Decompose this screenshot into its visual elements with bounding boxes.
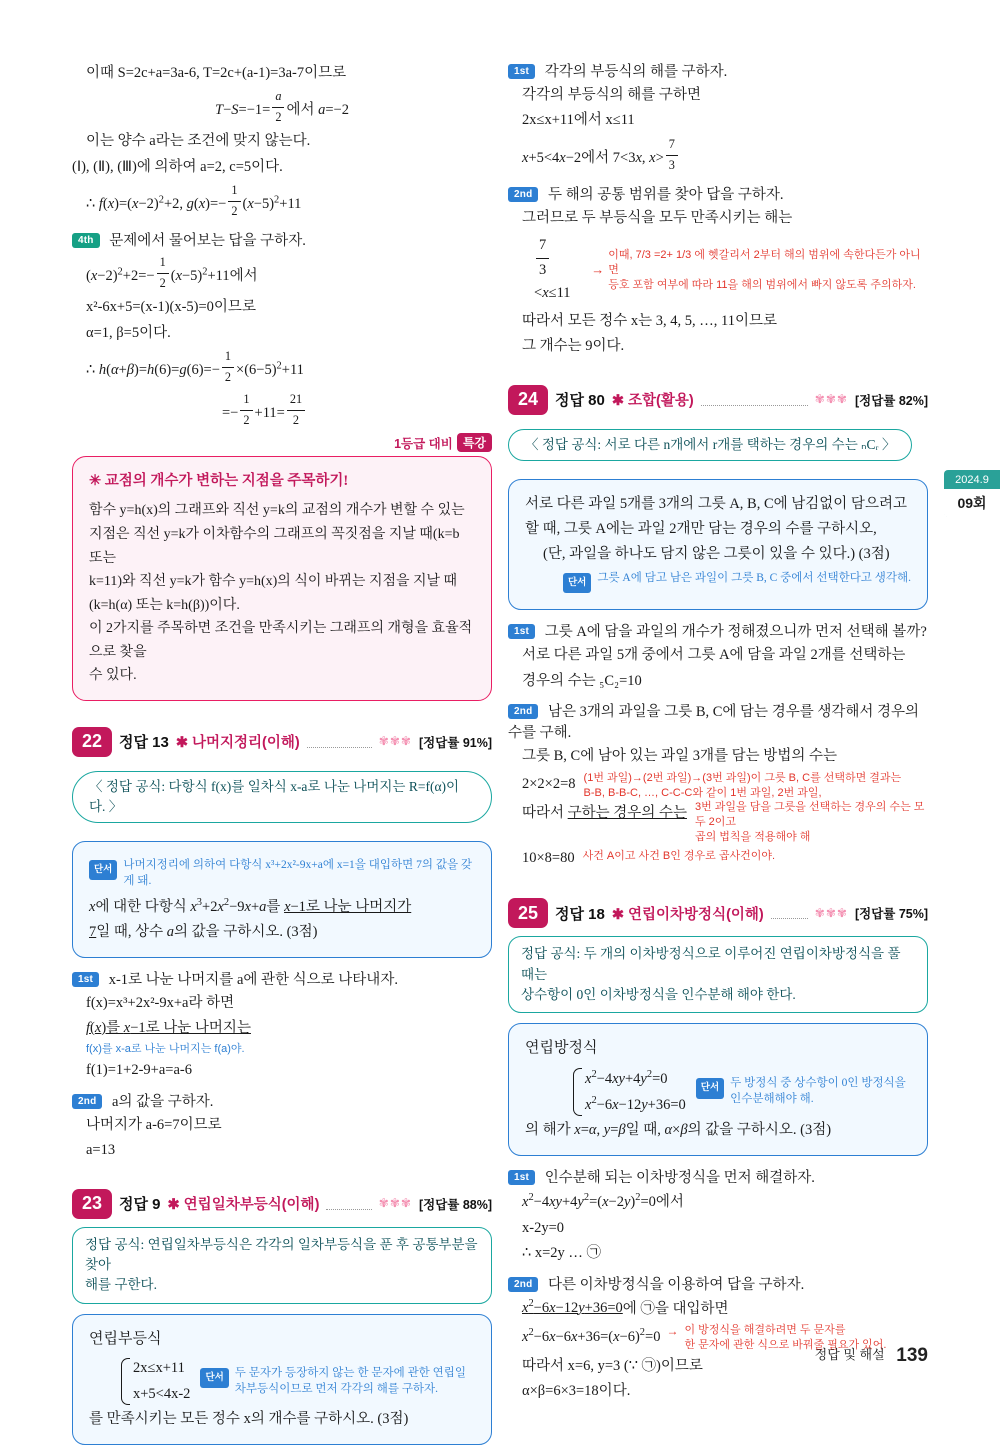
hint-tag: 단서 bbox=[563, 573, 591, 593]
special-lecture-box bbox=[72, 456, 492, 700]
solution-line: 경우의 수는 ₅C₂=10 bbox=[522, 672, 642, 689]
question-number: 25 bbox=[508, 898, 548, 928]
hint-tag: 단서 bbox=[89, 860, 117, 880]
solution-line: 그 개수는 9이다. bbox=[522, 338, 625, 355]
solution-line: f(x)를 x−1로 나눈 나머지는 bbox=[86, 1020, 251, 1036]
difficulty-stars: ✾✾✾ bbox=[814, 392, 848, 407]
solution-line: α=1, β=5이다. bbox=[86, 324, 171, 341]
annotation-24b bbox=[695, 800, 928, 845]
step-2nd-24 bbox=[508, 700, 928, 742]
solution-line: (Ⅰ), (Ⅱ), (Ⅲ)에 의하여 a=2, c=5이다. bbox=[72, 158, 283, 175]
solution-line: T−S=−1= $\frac{a}{2}$ 에서 a=−2 bbox=[72, 87, 492, 128]
dot-leader bbox=[307, 736, 372, 748]
hint-text: 그릇 A에 담고 남은 과일이 그릇 B, C 중에서 선택한다고 생각해. bbox=[597, 571, 911, 584]
correct-rate: [정답률 91%] bbox=[418, 735, 492, 750]
special-body: k=11)와 직선 y=k가 함수 y=h(x)의 식이 바뀌는 지점을 지날 때 bbox=[89, 574, 458, 590]
solution-line: 나머지가 a-6=7이므로 bbox=[86, 1116, 222, 1133]
equation-system bbox=[571, 1066, 686, 1118]
hint-25 bbox=[696, 1076, 911, 1108]
inequality-1: 2x≤x+11 bbox=[133, 1360, 185, 1377]
question-answer: 정답 13 bbox=[119, 734, 169, 752]
step-2nd-23 bbox=[508, 183, 928, 204]
solution-line: α×β=6×3=18이다. bbox=[522, 1383, 631, 1400]
inline-note: f(x)를 x-a로 나눈 나머지는 f(a)야. bbox=[86, 1043, 245, 1056]
hint-tag: 단서 bbox=[200, 1368, 228, 1388]
step-badge: 1st bbox=[508, 64, 535, 79]
solution-line: $(x-2)^2+2=-$ $\frac{1}{2}$ $(x-5)^2+11$에서 bbox=[86, 253, 492, 294]
step-badge: 1st bbox=[508, 1170, 535, 1185]
solution-line: ∴ h(α+β)=h(6)=g(6)=− $\frac{1}{2}$ $\times(6-5)^2+11$ bbox=[86, 347, 492, 388]
question-number: 24 bbox=[508, 385, 548, 415]
inequality-2: x+5<4x-2 bbox=[133, 1385, 191, 1402]
hint-text: 두 방정식 중 상수항이 0인 방정식을 인수분해해야 해. bbox=[730, 1077, 906, 1106]
hint-23 bbox=[200, 1366, 475, 1398]
annotation-line: 한 문자에 관한 식으로 바꿔줄 필요가 있어. bbox=[684, 1338, 887, 1351]
problem-box-24 bbox=[508, 479, 928, 610]
step-badge: 2nd bbox=[508, 187, 538, 202]
problem-title: 연립부등식 bbox=[89, 1330, 162, 1347]
step-text: 각각의 부등식의 해를 구하자. bbox=[544, 64, 728, 80]
solution-line: 그릇 B, C에 남아 있는 과일 3개를 담는 방법의 수는 bbox=[522, 748, 837, 765]
annotation-line: 사건 A이고 사건 B인 경우로 곱사건이야. bbox=[582, 849, 776, 862]
step-text: 두 해의 공통 범위를 찾아 답을 구하자. bbox=[548, 186, 784, 203]
solution-line: 따라서 모든 정수 x는 3, 4, 5, …, 11이므로 bbox=[522, 312, 778, 329]
step-text: x-1로 나눈 나머지를 a에 관한 식으로 나타내자. bbox=[108, 971, 398, 988]
formula-line: 정답 공식: 연립일차부등식은 각각의 일차부등식을 푼 후 공통부분을 찾아 bbox=[85, 1236, 478, 1273]
question-header-24 bbox=[508, 385, 928, 415]
hint-22 bbox=[89, 858, 475, 890]
special-body: 이 2가지를 주목하면 조건을 만족시키는 그래프의 개형을 효율적으로 찾을 bbox=[89, 621, 473, 660]
solution-line: f(1)=1+2-9+a=a-6 bbox=[86, 1062, 192, 1079]
problem-box-22 bbox=[72, 841, 492, 957]
page-number: 139 bbox=[896, 1345, 928, 1366]
top-solution bbox=[72, 62, 492, 431]
step-text: 그릇 A에 담을 과일의 개수가 정해졌으니까 먼저 선택해 볼까? bbox=[544, 624, 927, 641]
question-number: 22 bbox=[72, 727, 112, 757]
solution-line: 그러므로 두 부등식을 모두 만족시키는 해는 bbox=[522, 209, 793, 226]
hint-text: 두 문자가 등장하지 않는 한 문자에 관한 연립일차부등식이므로 먼저 각각의 해를 구하자. bbox=[234, 1366, 466, 1395]
formula-line: 정답 공식: 두 개의 이차방정식으로 이루어진 연립이차방정식을 풀 때는 bbox=[521, 946, 901, 982]
formula-note-25 bbox=[508, 936, 928, 1013]
step-1st-24 bbox=[508, 620, 928, 641]
step-text: 다른 이차방정식을 이용하여 답을 구하자. bbox=[548, 1276, 805, 1293]
formula-note-24: 〈 정답 공식: 서로 다른 n개에서 r개를 택하는 경우의 수는 ₙCᵣ 〉 bbox=[508, 429, 912, 461]
solution-line: a=13 bbox=[86, 1142, 116, 1159]
annotation-24 bbox=[584, 771, 902, 801]
solution-line: 2×2×2=8 bbox=[522, 775, 576, 792]
annotation-line: B-B, B-B-C, …, C-C-C와 같이 1번 과일, 2번 과일, bbox=[583, 786, 822, 799]
formula-line: 상수항이 0인 이차방정식을 인수분해 해야 한다. bbox=[521, 986, 796, 1002]
solution-line: $x^2-6x-6x+36=(x-6)^2=0$ bbox=[522, 1326, 661, 1345]
question-header-23 bbox=[72, 1189, 492, 1219]
problem-title: 연립방정식 bbox=[525, 1040, 598, 1057]
problem-line: 7일 때, 상수 a의 값을 구하시오. (3점) bbox=[89, 923, 318, 940]
step-badge: 1st bbox=[508, 624, 535, 639]
solution-line: $x^2-4xy+4y^2=(x-2y)^2=0$에서 bbox=[522, 1192, 684, 1211]
correct-rate: [정답률 75%] bbox=[854, 907, 928, 922]
special-title: ✳ 교점의 개수가 변하는 지점을 주목하기! bbox=[89, 473, 349, 490]
step-badge: 2nd bbox=[508, 704, 538, 719]
annotation-23 bbox=[608, 248, 928, 293]
problem-line: 할 때, 그릇 A에는 과일 2개만 담는 경우의 수를 구하시오, bbox=[525, 521, 877, 537]
hint-24 bbox=[525, 571, 911, 593]
dot-leader bbox=[771, 907, 808, 919]
special-tag-label: 1등급 대비 bbox=[394, 436, 453, 451]
question-category: ✱ 연립이차방정식(이해) bbox=[611, 906, 764, 923]
equation-system bbox=[119, 1356, 190, 1407]
step-4th bbox=[72, 229, 492, 250]
hint-tag: 단서 bbox=[696, 1078, 724, 1098]
solution-line: 이때 S=2c+a=3a-6, T=2c+(a-1)=3a-7이므로 bbox=[86, 65, 347, 81]
solution-line: x-2y=0 bbox=[522, 1219, 565, 1236]
question-answer: 정답 9 bbox=[119, 1196, 161, 1214]
equation-1: $x^2-4xy+4y^2=0$ bbox=[585, 1068, 668, 1087]
step-2nd-22 bbox=[72, 1090, 492, 1111]
dot-leader bbox=[701, 394, 808, 406]
correct-rate: [정답률 88%] bbox=[418, 1197, 492, 1212]
hint-text: 나머지정리에 의하여 다항식 x³+2x²-9x+a에 x=1을 대입하면 7의 값을 갖게 돼. bbox=[123, 859, 473, 887]
special-body: 함수 y=h(x)의 그래프와 직선 y=k의 교점의 개수가 변할 수 있는 bbox=[89, 503, 465, 519]
problem-box-23 bbox=[72, 1314, 492, 1445]
question-answer: 정답 18 bbox=[555, 905, 605, 923]
annotation-line: 3번 과일을 담을 그릇을 선택하는 경우의 수는 모두 2이고 bbox=[694, 801, 925, 829]
problem-line: 를 만족시키는 모든 정수 x의 개수를 구하시오. (3점) bbox=[89, 1411, 409, 1428]
step-2nd-25 bbox=[508, 1273, 928, 1294]
formula-line: 해를 구한다. bbox=[85, 1277, 157, 1293]
step-1st-23 bbox=[508, 60, 928, 81]
question-number: 23 bbox=[72, 1189, 112, 1219]
correct-rate: [정답률 82%] bbox=[854, 393, 928, 408]
problem-line: 서로 다른 과일 5개를 3개의 그릇 A, B, C에 남김없이 담으려고 bbox=[525, 496, 907, 513]
problem-line: (단, 과일을 하나도 담지 않은 그릇이 있을 수 있다.) (3점) bbox=[543, 545, 890, 562]
step-1st-22 bbox=[72, 968, 492, 989]
solution-line: 따라서 x=6, y=3 (∵ ㉠)이므로 bbox=[522, 1357, 703, 1374]
solution-line: x²-6x+5=(x-1)(x-5)=0이므로 bbox=[86, 299, 256, 316]
tab-date: 2024.9 bbox=[955, 474, 989, 486]
step-badge: 1st bbox=[72, 972, 99, 987]
special-tag bbox=[72, 433, 492, 452]
solution-line: ∴ $f(x)=(x-2)^2+2$, g(x)=− $\frac{1}{2}$ $(x-5)^2+11$ bbox=[86, 181, 492, 222]
solution-line: $\frac{7}{3}$ <x≤11 bbox=[534, 237, 571, 302]
problem-line: x에 대한 다항식 $x^3+2x^2-9x+a$를 x−1로 나눈 나머지가 bbox=[89, 896, 412, 915]
solution-line: f(x)=x³+2x²-9x+a라 하면 bbox=[86, 994, 235, 1011]
step-badge: 2nd bbox=[72, 1094, 102, 1109]
solution-line: 서로 다른 과일 5개 중에서 그릇 A에 담을 과일 2개를 선택하는 bbox=[522, 647, 906, 664]
question-category: ✱ 조합(활용) bbox=[611, 393, 694, 410]
problem-box-25 bbox=[508, 1023, 928, 1156]
solution-line: 이는 양수 a라는 조건에 맞지 않는다. bbox=[86, 133, 311, 150]
step-text: a의 값을 구하자. bbox=[112, 1093, 214, 1110]
chapter-tab bbox=[944, 470, 1000, 517]
annotation-line: 이때, 7/3 =2+ 1/3 에 헷갈리서 2부터 해의 범위에 속한다든가 아니면 bbox=[608, 248, 921, 276]
equation-2: $x^2-6x-12y+36=0$ bbox=[585, 1095, 686, 1113]
question-category: ✱ 연립일차부등식(이해) bbox=[167, 1197, 320, 1214]
special-tag-badge: 특강 bbox=[457, 433, 492, 452]
question-header-25 bbox=[508, 898, 928, 928]
page-footer bbox=[815, 1344, 928, 1367]
formula-note-22: 〈 정답 공식: 다항식 f(x)를 일차식 x-a로 나눈 나머지는 R=f(α)이다. 〉 bbox=[72, 771, 492, 824]
step-text: 문제에서 물어보는 답을 구하자. bbox=[109, 233, 306, 250]
step-badge: 2nd bbox=[508, 1277, 538, 1292]
formula-note-23 bbox=[72, 1227, 492, 1304]
left-column bbox=[72, 60, 492, 1455]
tab-round: 09회 bbox=[944, 489, 1000, 517]
question-category: ✱ 나머지정리(이해) bbox=[175, 735, 300, 752]
footer-label: 정답 및 해설 bbox=[814, 1347, 885, 1362]
step-text: 인수분해 되는 이차방정식을 먼저 해결하자. bbox=[544, 1170, 815, 1187]
difficulty-stars: ✾✾✾ bbox=[814, 905, 848, 920]
dot-leader bbox=[326, 1198, 371, 1210]
annotation-line: 이 방정식을 해결하려면 두 문자를 bbox=[684, 1323, 846, 1336]
step-badge: 4th bbox=[72, 233, 100, 248]
special-body: 수 있다. bbox=[89, 668, 137, 684]
solution-line: 따라서 구하는 경우의 수는 bbox=[522, 805, 687, 822]
solution-line: =− $\frac{1}{2}$ +11= $\frac{21}{2}$ bbox=[222, 390, 492, 431]
annotation-line: 등호 포함 여부에 따라 11을 해의 범위에서 빠지 않도록 주의하자. bbox=[608, 278, 916, 291]
step-text: 남은 3개의 과일을 그릇 B, C에 담는 경우를 생각해서 경우의 수를 구해. bbox=[508, 704, 920, 742]
question-answer: 정답 80 bbox=[555, 392, 605, 410]
solution-line: ∴ x=2y … ㉠ bbox=[522, 1245, 602, 1262]
solution-line: 각각의 부등식의 해를 구하면 bbox=[522, 87, 701, 103]
solution-line: $x^2-6x-12y+36=0$에 ㉠을 대입하면 bbox=[522, 1298, 729, 1317]
solution-line: x+5<4x−2에서 7<3x, x> $\frac{7}{3}$ bbox=[522, 135, 928, 176]
problem-line: 의 해가 x=α, y=β일 때, α×β의 값을 구하시오. (3점) bbox=[525, 1122, 832, 1139]
solution-line: 10×8=80 bbox=[522, 849, 575, 866]
difficulty-stars: ✾✾✾ bbox=[378, 734, 412, 749]
special-body: (k=h(α) 또는 k=h(β))이다. bbox=[89, 597, 240, 613]
step-1st-25 bbox=[508, 1166, 928, 1187]
solution-line: 2x≤x+11에서 x≤11 bbox=[522, 112, 635, 129]
difficulty-stars: ✾✾✾ bbox=[378, 1196, 412, 1211]
right-column: 1st 각각의 부등식의 해를 구하자. 각각의 부등식의 해를 구하면 2x≤x+11에서 x≤11 x+5<4x−2에서 7<3x, x> $\frac{7}{3}$ 2nd 두 해의 공통 범위를 찾아 답을 구하자. 그러므로 두 부등식을 모두 만족시키는 해는 $\frac{7}{3}$ <x≤11 → 이때, 7/3 =2+ 1/3 에 헷갈리서 2부터 해의 범위에 속한다든가 아니면 등호 포함 여부에 따라 11을 해의 범위에서 빠지 않도록 주의하자. 따라서 모든 정수 x는 3, 4, 5, …, 11이므로 그 개수는 9이다. 24 정답 80 ✱ 조합(활용) ✾✾✾ [정답률 82%] 〈 정답 공식: 서로 다른 n개에서 r개를 택하는 경우의 수는 ₙCᵣ 〉 서로 다른 과일 5개를 3개의 그릇 A, B, C에 남김없이 담으려고 할 때, 그릇 A에는 과일 2개만 담는 경우의 수를 구하시오, (단, 과일을 하나도 담지 않은 그릇이 있을 수 있다.) (3점) 단서 그릇 A에 담고 남은 과일이 그릇 B, C 중에서 선택한다고 생각해. 1st 그릇 A에 담을 과일의 개수가 정해졌으니까 먼저 선택해 볼까? 서로 다른 과일 5개 중에서 그릇 A에 담을 과일 2개를 선택하는 경우의 수는 ₅C₂=10 2nd 남은 3개의 과일을 그릇 B, C에 담는 경우를 생각해서 경우의 수를 구해. 그릇 B, C에 남아 있는 과일 3개를 담는 방법의 수는 2×2×2=8 (1번 과일)→(2번 과일)→(3번 과일)이 그릇 B, C를 선택하면 결과는 B-B, B-B-C, …, C-C-C와 같이 1번 과일, 2번 과일, 따라서 구하는 경우의 수는 3번 과일을 담을 그릇을 선택하는 경우의 수는 모두 2이고 곱의 법칙을 적용해야 해 10×8=80 사건 A이고 사건 B인 경우로 곱사건이야. 25 정답 18 ✱ 연립이차방정식(이해) ✾✾✾ [정답률 75%] 정답 공식: 두 개의 이차방정식으로 이루어진 연립이차방정식을 풀 때는 상수항이 0인 이차방정식을 인수분해 해야 한다. 연립방정식 $x^2-4xy+4y^2=0$ $x^2-6x-12y+36=0$ 단서 두 방정식 중 상수항이 0인 방정식을 인수분해해야 해. 의 해가 x=α, y=β일 때, α×β의 값을 구하시오. (3점) 1st 인수분해 되는 이차방정식을 먼저 해결하자. $x^2-4xy+4y^2=(x-2y)^2=0$에서 x-2y=0 ∴ x=2y … ㉠ 2nd 다른 이차방정식을 이용하여 답을 구하자. $x^2-6x-12y+36=0$에 ㉠을 대입하면 $x^2-6x-6x+36=(x-6)^2=0$ → 이 방정식을 해결하려면 두 문자를 한 문자에 관한 식으로 바꿔줄 필요가 있어. 따라서 x=6, y=3 (∵ ㉠)이므로 α×β=6×3=18이다. bbox=[508, 60, 928, 1406]
special-body: 지점은 직선 y=k가 이차함수의 그래프의 꼭짓점을 지날 때(k=b 또는 bbox=[89, 526, 460, 566]
annotation-line: (1번 과일)→(2번 과일)→(3번 과일)이 그릇 B, C를 선택하면 결과는 bbox=[583, 771, 902, 784]
question-header-22 bbox=[72, 727, 492, 757]
annotation-line: 곱의 법칙을 적용해야 해 bbox=[694, 831, 811, 844]
